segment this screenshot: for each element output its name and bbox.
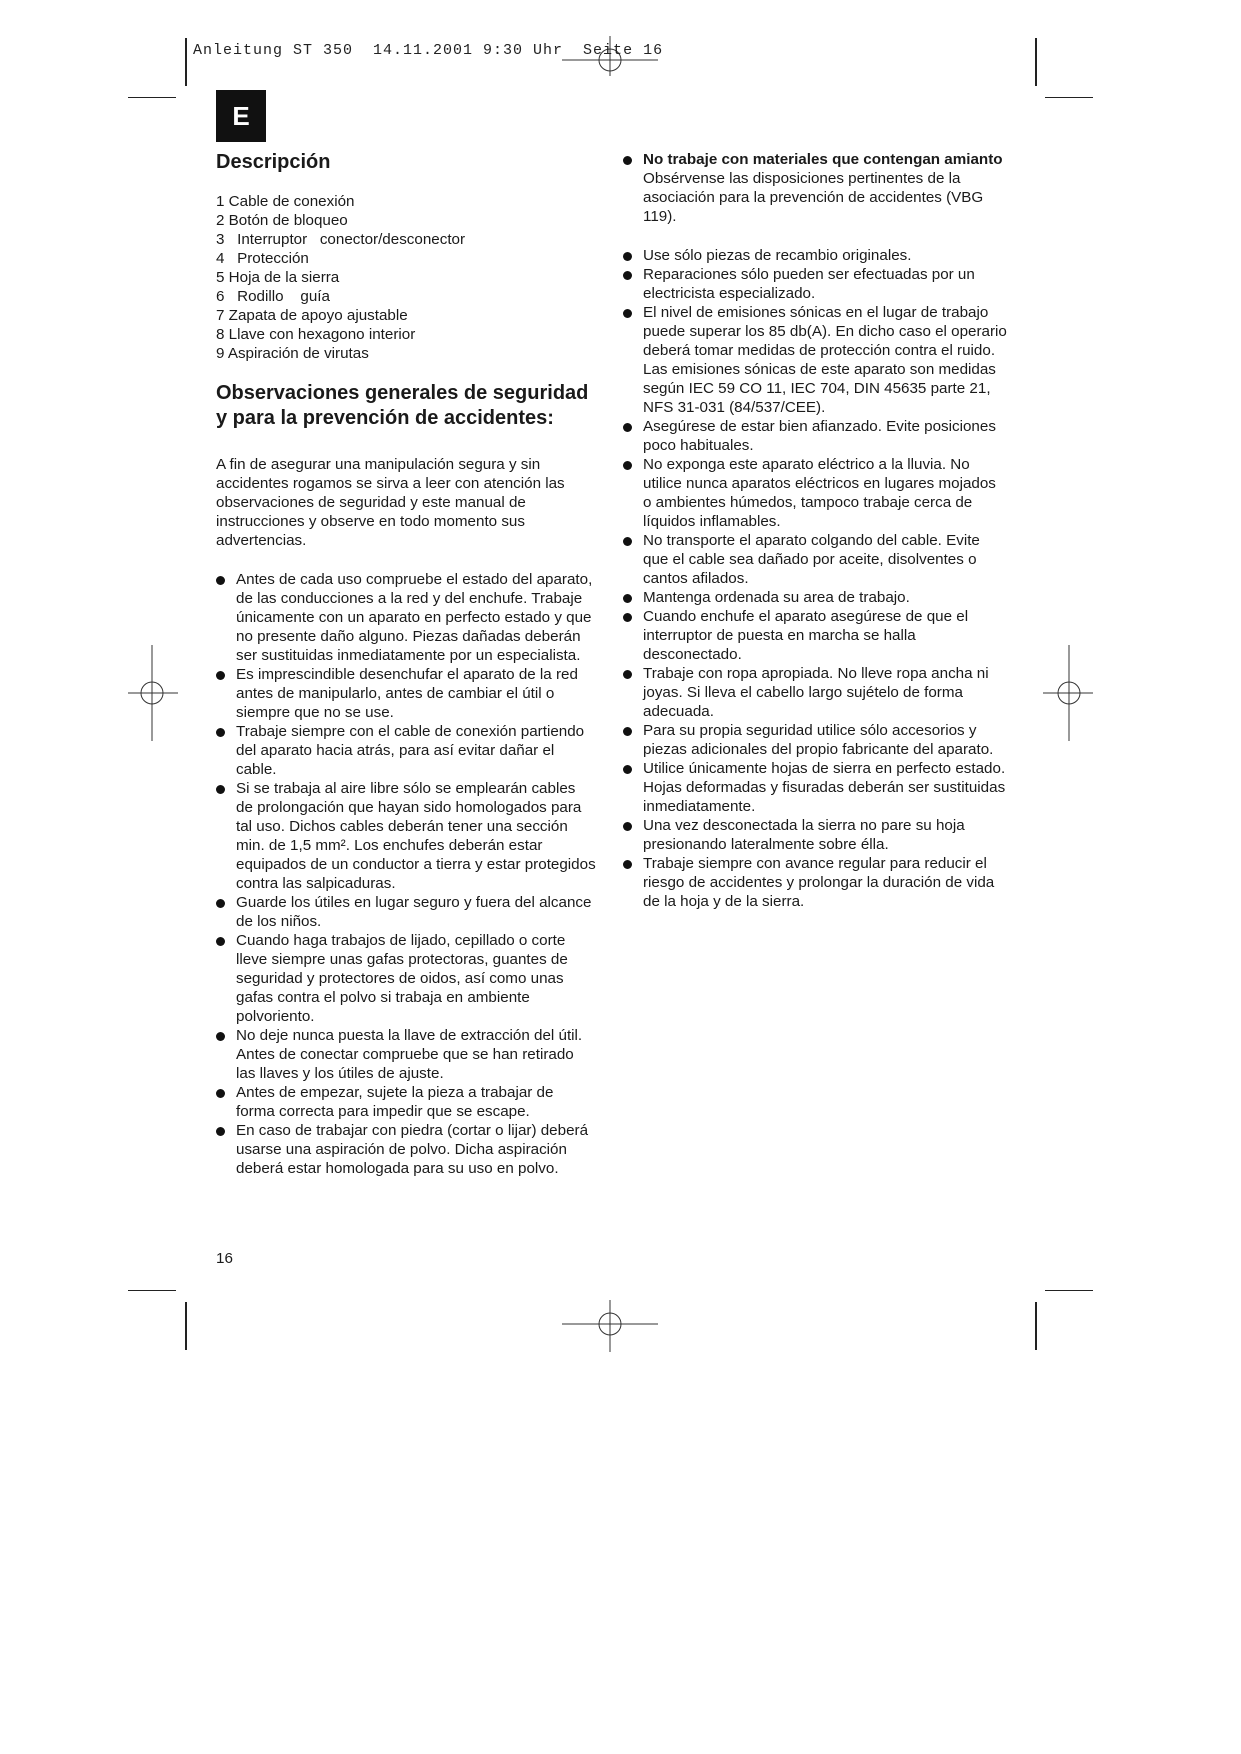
bullet-text: Una vez desconectada la sierra no pare su hoja presionando lateralmente sobre élla. xyxy=(643,817,965,853)
list-item xyxy=(623,759,1008,816)
registration-mark-icon xyxy=(1043,645,1093,741)
bullet-text: Cuando haga trabajos de lijado, cepillado o corte lleve siempre unas gafas protectoras, guantes de seguridad y protectores de oidos, así como unas gafas contra el polvo si trabaja en ambiente polvoriento. xyxy=(236,932,568,1025)
safety-intro: A fin de asegurar una manipulación segura y sin accidentes rogamos se sirva a leer con atención las observaciones de seguridad y este manual de instrucciones y observe en todo momento sus advertencias. xyxy=(216,456,565,549)
bullet-text: En caso de trabajar con piedra (cortar o lijar) deberá usarse una aspiración de polvo. Dicha aspiración deberá estar homologada para su uso en polvo. xyxy=(236,1122,589,1177)
bullet-text: Use sólo piezas de recambio originales. xyxy=(643,247,912,264)
bullet-text: Si se trabaja al aire libre sólo se emplearán cables de prolongación que hayan sido homologados para tal uso. Dichos cables deberán tener una sección min. de 1,5 mm². Los enchufes deberán estar equipados de un conductor a tierra y estar protegidos contra las salpicaduras. xyxy=(236,780,596,892)
list-item xyxy=(623,721,1008,759)
asbestos-warning xyxy=(623,150,1008,226)
list-item xyxy=(623,455,1008,531)
language-badge: E xyxy=(216,90,266,142)
right-column xyxy=(623,150,1008,911)
crop-mark xyxy=(1045,1290,1093,1291)
list-item xyxy=(623,664,1008,721)
list-item xyxy=(216,722,596,779)
list-item xyxy=(623,246,1008,265)
bullet-text: Guarde los útiles en lugar seguro y fuera del alcance de los niños. xyxy=(236,894,592,930)
crop-mark xyxy=(128,97,176,98)
parts-list xyxy=(216,192,596,363)
list-item xyxy=(216,665,596,722)
left-bullet-list xyxy=(216,570,596,1178)
list-item: 5 Hoja de la sierra xyxy=(216,269,340,286)
bullet-text: Trabaje siempre con el cable de conexión partiendo del aparato hacia atrás, para así evitar dañar el cable. xyxy=(236,723,585,778)
list-item xyxy=(623,265,1008,303)
bullet-text: Asegúrese de estar bien afianzado. Evite posiciones poco habituales. xyxy=(643,418,996,454)
bullet-text: Trabaje siempre con avance regular para reducir el riesgo de accidentes y prolongar la duración de vida de la hoja y de la sierra. xyxy=(643,855,995,910)
bullet-text: Reparaciones sólo pueden ser efectuadas por un electricista especializado. xyxy=(643,266,975,302)
list-item xyxy=(623,531,1008,588)
safety-title: Observaciones generales de seguridad y para la prevención de accidentes: xyxy=(216,382,589,429)
print-header: Anleitung ST 350 14.11.2001 9:30 Uhr Seite 16 xyxy=(193,42,664,59)
list-item xyxy=(216,931,596,1026)
bullet-text: Trabaje con ropa apropiada. No lleve ropa ancha ni joyas. Si lleva el cabello largo sujételo de forma adecuada. xyxy=(643,665,989,720)
list-item xyxy=(623,588,1008,607)
list-item xyxy=(216,1083,596,1121)
list-item xyxy=(216,893,596,931)
bullet-text: Para su propia seguridad utilice sólo accesorios y piezas adicionales del propio fabricante del aparato. xyxy=(643,722,994,758)
list-item: 6 Rodillo guía xyxy=(216,288,330,305)
bullet-text: Antes de empezar, sujete la pieza a trabajar de forma correcta para impedir que se escape. xyxy=(236,1084,554,1120)
right-bullet-list xyxy=(623,246,1008,911)
bullet-text: Es imprescindible desenchufar el aparato de la red antes de manipularlo, antes de cambiar el útil o siempre que no se use. xyxy=(236,666,578,721)
crop-mark xyxy=(1035,38,1037,86)
list-item: 3 Interruptor conector/desconector xyxy=(216,231,466,248)
list-item: 9 Aspiración de virutas xyxy=(216,345,369,362)
list-item xyxy=(623,303,1008,417)
list-item xyxy=(623,816,1008,854)
crop-mark xyxy=(185,1302,187,1350)
bullet-text: Utilice únicamente hojas de sierra en perfecto estado. Hojas deformadas y fisuradas deberán ser sustituidas inmediatamente. xyxy=(643,760,1006,815)
list-item xyxy=(216,1026,596,1083)
crop-mark xyxy=(185,38,187,86)
list-item xyxy=(216,779,596,893)
list-item xyxy=(623,854,1008,911)
list-item xyxy=(216,1121,596,1178)
bullet-text: Cuando enchufe el aparato asegúrese de que el interruptor de puesta en marcha se halla desconectado. xyxy=(643,608,969,663)
crop-mark xyxy=(128,1290,176,1291)
list-item: 1 Cable de conexión xyxy=(216,193,355,210)
list-item xyxy=(216,570,596,665)
list-item: 8 Llave con hexagono interior xyxy=(216,326,416,343)
bullet-text: No transporte el aparato colgando del cable. Evite que el cable sea dañado por aceite, disolventes o cantos afilados. xyxy=(643,532,980,587)
list-item: 4 Protección xyxy=(216,250,309,267)
registration-mark-icon xyxy=(128,645,178,741)
list-item xyxy=(623,607,1008,664)
bullet-text: No exponga este aparato eléctrico a la lluvia. No utilice nunca aparatos eléctricos en lugares mojados o ambientes húmedos, tampoco trabaje cerca de líquidos inflamables. xyxy=(643,456,996,530)
registration-mark-icon xyxy=(562,1300,658,1352)
bullet-text: Mantenga ordenada su area de trabajo. xyxy=(643,589,910,606)
asbestos-warning-title: No trabaje con materiales que contengan amianto xyxy=(643,151,1003,168)
bullet-text: Antes de cada uso compruebe el estado del aparato, de las conducciones a la red y del enchufe. Trabaje únicamente con un aparato en perfecto estado y que no presente daño alguno. Piezas dañadas deberán ser sustituidas inmediatamente por un especialista. xyxy=(236,571,593,664)
asbestos-warning-body: Obsérvense las disposiciones pertinentes de la asociación para la prevención de accidentes (VBG 119). xyxy=(643,170,984,225)
bullet-text: No deje nunca puesta la llave de extracción del útil. Antes de conectar compruebe que se han retirado las llaves y los útiles de ajuste. xyxy=(236,1027,583,1082)
list-item xyxy=(623,417,1008,455)
left-column xyxy=(216,150,596,1178)
crop-mark xyxy=(1045,97,1093,98)
list-item: 2 Botón de bloqueo xyxy=(216,212,348,229)
crop-mark xyxy=(1035,1302,1037,1350)
bullet-text: El nivel de emisiones sónicas en el lugar de trabajo puede superar los 85 db(A). En dicho caso el operario deberá tomar medidas de protección contra el ruido. Las emisiones sónicas de este aparato son medidas según IEC 59 CO 11, IEC 704, DIN 45635 parte 21, NFS 31-031 (84/537/CEE). xyxy=(643,304,1007,416)
page-number: 16 xyxy=(216,1250,233,1267)
list-item: 7 Zapata de apoyo ajustable xyxy=(216,307,408,324)
description-title: Descripción xyxy=(216,151,331,173)
